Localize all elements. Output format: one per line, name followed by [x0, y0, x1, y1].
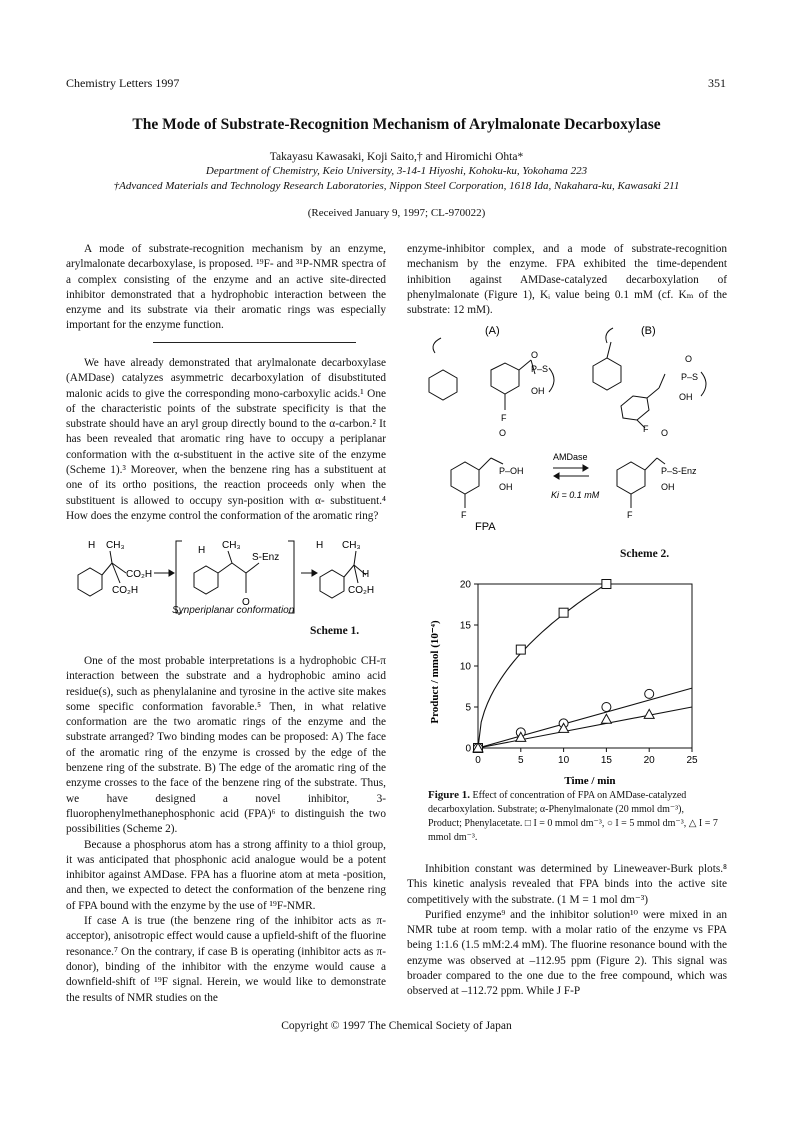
right-text-bottom	[407, 862, 727, 1000]
figure-1-chart	[420, 572, 720, 790]
scheme-label: OH	[499, 482, 513, 492]
abstract-text: A mode of substrate-recognition mechanism by an enzyme, arylmalonate decarboxylase, is proposed. ¹⁹F- and ³¹P-NMR spectra of a complex consisting of the enzyme and an active site-directed inhibitor demonstrated that a hydrophobic interaction between the enzyme and its substrate via their aromatic rings was especially important for the enzyme function.	[66, 243, 386, 332]
scheme-label: OH	[661, 482, 675, 492]
affiliation-1: Department of Chemistry, Keio University, 3-14-1 Hiyoshi, Kohoku-ku, Yokohama 223	[205, 165, 588, 177]
paper-title: The Mode of Substrate-Recognition Mechanism of Arylmalonate Decarboxylase	[132, 116, 661, 133]
scheme-label: CO₂H	[348, 585, 375, 596]
scheme-label: O	[499, 428, 507, 438]
case-b-label: (B)	[641, 325, 656, 337]
scheme-label: CH₃	[106, 540, 125, 551]
paragraph: enzyme-inhibitor complex, and a mode of substrate-recognition mechanism by the enzyme. FPA exhibited the time-dependent inhibition against AMDase-catalyzed decarboxylation of phenylmalonate (Figure 1), Kᵢ value being 0.1 mM (cf. Kₘ of the substrate: 12 mM).	[407, 243, 727, 317]
scheme-label: F	[643, 424, 649, 434]
right-text-top	[407, 242, 727, 318]
data-point-circle	[645, 689, 654, 698]
scheme-label: O	[685, 354, 693, 364]
affiliation-2: †Advanced Materials and Technology Research Laboratories, Nippon Steel Corporation, 1618 Ida, Nakahara-ku, Kawasaki 211	[113, 180, 680, 192]
intro-text	[66, 356, 386, 524]
scheme-label: CH₃	[342, 540, 361, 551]
scheme-1-label: Scheme 1.	[310, 625, 360, 637]
data-point-triangle	[644, 709, 654, 718]
x-tick-label: 25	[686, 755, 698, 766]
data-point-triangle	[601, 714, 611, 723]
y-axis-label: Product / mmol (10⁻⁴)	[429, 620, 441, 724]
case-a-label: (A)	[485, 325, 500, 337]
paragraph: Purified enzyme⁹ and the inhibitor solution¹⁰ were mixed in an NMR tube at room temp. with a molar ratio of the enzyme vs FPA being 1:1.6 (1.5 mM:2.4 mM). The fluorine resonance bound with the enzyme was observed at –112.95 ppm (Figure 2). This signal was broader compared to the one due to the free compound, which was observed at –112.72 ppm. While J F-P	[407, 908, 727, 998]
fpa-label: FPA	[475, 521, 496, 533]
scheme-label: P–S	[681, 372, 699, 382]
y-tick-label: 10	[459, 661, 471, 673]
scheme-label: O	[531, 350, 539, 360]
scheme-label: OH	[679, 392, 693, 402]
scheme-2-diagram	[407, 318, 727, 543]
data-point-square	[516, 645, 525, 654]
scheme-label: P–S	[531, 364, 549, 374]
scheme-label: CH₃	[222, 540, 241, 551]
data-point-square	[559, 608, 568, 617]
series-fit-line	[478, 688, 692, 748]
paragraph: Because a phosphorus atom has a strong affinity to a thiol group, it was anticipated that phosphonic acid analogue would be a potent inhibitor against AMDase. FPA has a fluorine atom at meta -position, and then, we expected to detect the conformation of the benzene ring of FPA bound with the enzyme by the use of ¹⁹F-NMR.	[66, 838, 386, 912]
scheme-label: H	[88, 540, 96, 551]
scheme-1-caption: Synperiplanar conformation	[172, 605, 295, 616]
scheme-2-label: Scheme 2.	[620, 548, 670, 560]
series-curve-square	[478, 584, 606, 748]
scheme-label: H	[198, 545, 206, 556]
scheme-label: H	[362, 569, 370, 580]
scheme-label: O	[661, 428, 669, 438]
data-point-square	[602, 580, 611, 589]
scheme-label: CO₂H	[126, 569, 153, 580]
y-tick-label: 5	[465, 702, 471, 714]
x-tick-label: 20	[643, 755, 655, 766]
enzyme-label: AMDase	[553, 452, 588, 462]
journal-name: Chemistry Letters 1997	[66, 76, 180, 90]
scheme-label: F	[627, 510, 633, 520]
paragraph: One of the most probable interpretations is a hydrophobic CH-π interaction between the substrate and a hydrophobic amino acid residue(s), such as phenylalanine and tyrosine in the active site makes some specific conformation favorable.⁵ Then, in what relative conformation are the two aromatic rings of the enzyme and the substrate arranged? Two binding modes can be proposed: A) The face of the aromatic ring of the enzyme is crossed by the edge of the benzene ring of the substrate. B) The edge of the aromatic ring of the enzyme crosses to the face of the benzene ring of the substrate. Thus, we have designed a novel inhibitor, 3-fluorophenylmethanephosphonic acid (FPA)⁶ to distinguish the two possibilities (Scheme 2).	[66, 655, 386, 836]
scheme-label: S-Enz	[252, 552, 280, 563]
data-point-circle	[602, 703, 611, 712]
scheme-label: F	[501, 413, 507, 423]
x-tick-label: 15	[600, 755, 612, 766]
figure-1-caption-text: Effect of concentration of FPA on AMDase-catalyzed decarboxylation. Substrate; α-Phenylmalonate (20 mmol dm⁻³), Product; Phenylacetate. □ I = 0 mmol dm⁻³, ○ I = 5 mmol dm⁻³, △ I = 7 mmol dm⁻³.	[428, 790, 718, 843]
scheme-label: P–S-Enz	[661, 466, 697, 476]
y-tick-label: 15	[459, 620, 471, 632]
x-tick-label: 10	[558, 755, 570, 766]
y-tick-label: 0	[465, 743, 471, 755]
scheme-label: F	[461, 510, 467, 520]
abstract	[66, 242, 386, 334]
received-date: (Received January 9, 1997; CL-970022)	[307, 207, 486, 219]
page-number: 351	[708, 76, 726, 90]
figure-1-caption	[428, 788, 718, 845]
x-tick-label: 0	[475, 755, 481, 766]
authors: Takayasu Kawasaki, Koji Saito,† and Hiromichi Ohta*	[269, 151, 524, 163]
paragraph: We have already demonstrated that arylmalonate decarboxylase (AMDase) catalyzes asymmetric decarboxylation of disubstituted malonic acids to give the corresponding mono-carboxylic acids.¹ One of the characteristic points of the substrate specificity is that the substrate should have an aryl group directly bound to the α-carbon.² It has been revealed that aromatic ring have to occupy a periplanar conformation with the α-substituent in the active site of the enzyme (Scheme 1).³ Moreover, when the benzene ring has a substituent at one of its ortho positions, the reaction proceeds only when the substituent is allowed to occupy syn-position with α- substituent.⁴ How does the enzyme control the conformation of the aromatic ring?	[66, 357, 386, 522]
x-axis-label: Time / min	[564, 775, 616, 787]
series-fit-line	[478, 707, 692, 748]
ki-label: Ki = 0.1 mM	[551, 490, 600, 500]
copyright-footer: Copyright © 1997 The Chemical Society of Japan	[281, 1020, 512, 1032]
figure-1-label: Figure 1.	[428, 789, 470, 801]
scheme-label: O	[242, 597, 250, 608]
abstract-divider	[153, 342, 356, 343]
paragraph: Inhibition constant was determined by Lineweaver-Burk plots.⁸ This kinetic analysis revealed that FPA binds into the active site competitively with the substrate. (1 M = 1 mol dm⁻³)	[407, 863, 727, 906]
scheme-label: CO₂H	[112, 585, 139, 596]
scheme-label: H	[316, 540, 324, 551]
x-tick-label: 5	[518, 755, 524, 766]
y-tick-label: 20	[459, 579, 471, 591]
paragraph: If case A is true (the benzene ring of the inhibitor acts as π-acceptor), anisotropic effect would cause a upfield-shift of the fluorine resonance.⁷ On the contrary, if case B is operating (inhibitor acts as π-donor), binding of the inhibitor with the enzyme would cause a downfield-shift of ¹⁹F signal. Herein, we would like to demonstrate the results of NMR studies on the	[66, 915, 386, 1004]
scheme-label: P–OH	[499, 466, 524, 476]
body-text	[66, 654, 386, 1006]
scheme-label: OH	[531, 386, 545, 396]
